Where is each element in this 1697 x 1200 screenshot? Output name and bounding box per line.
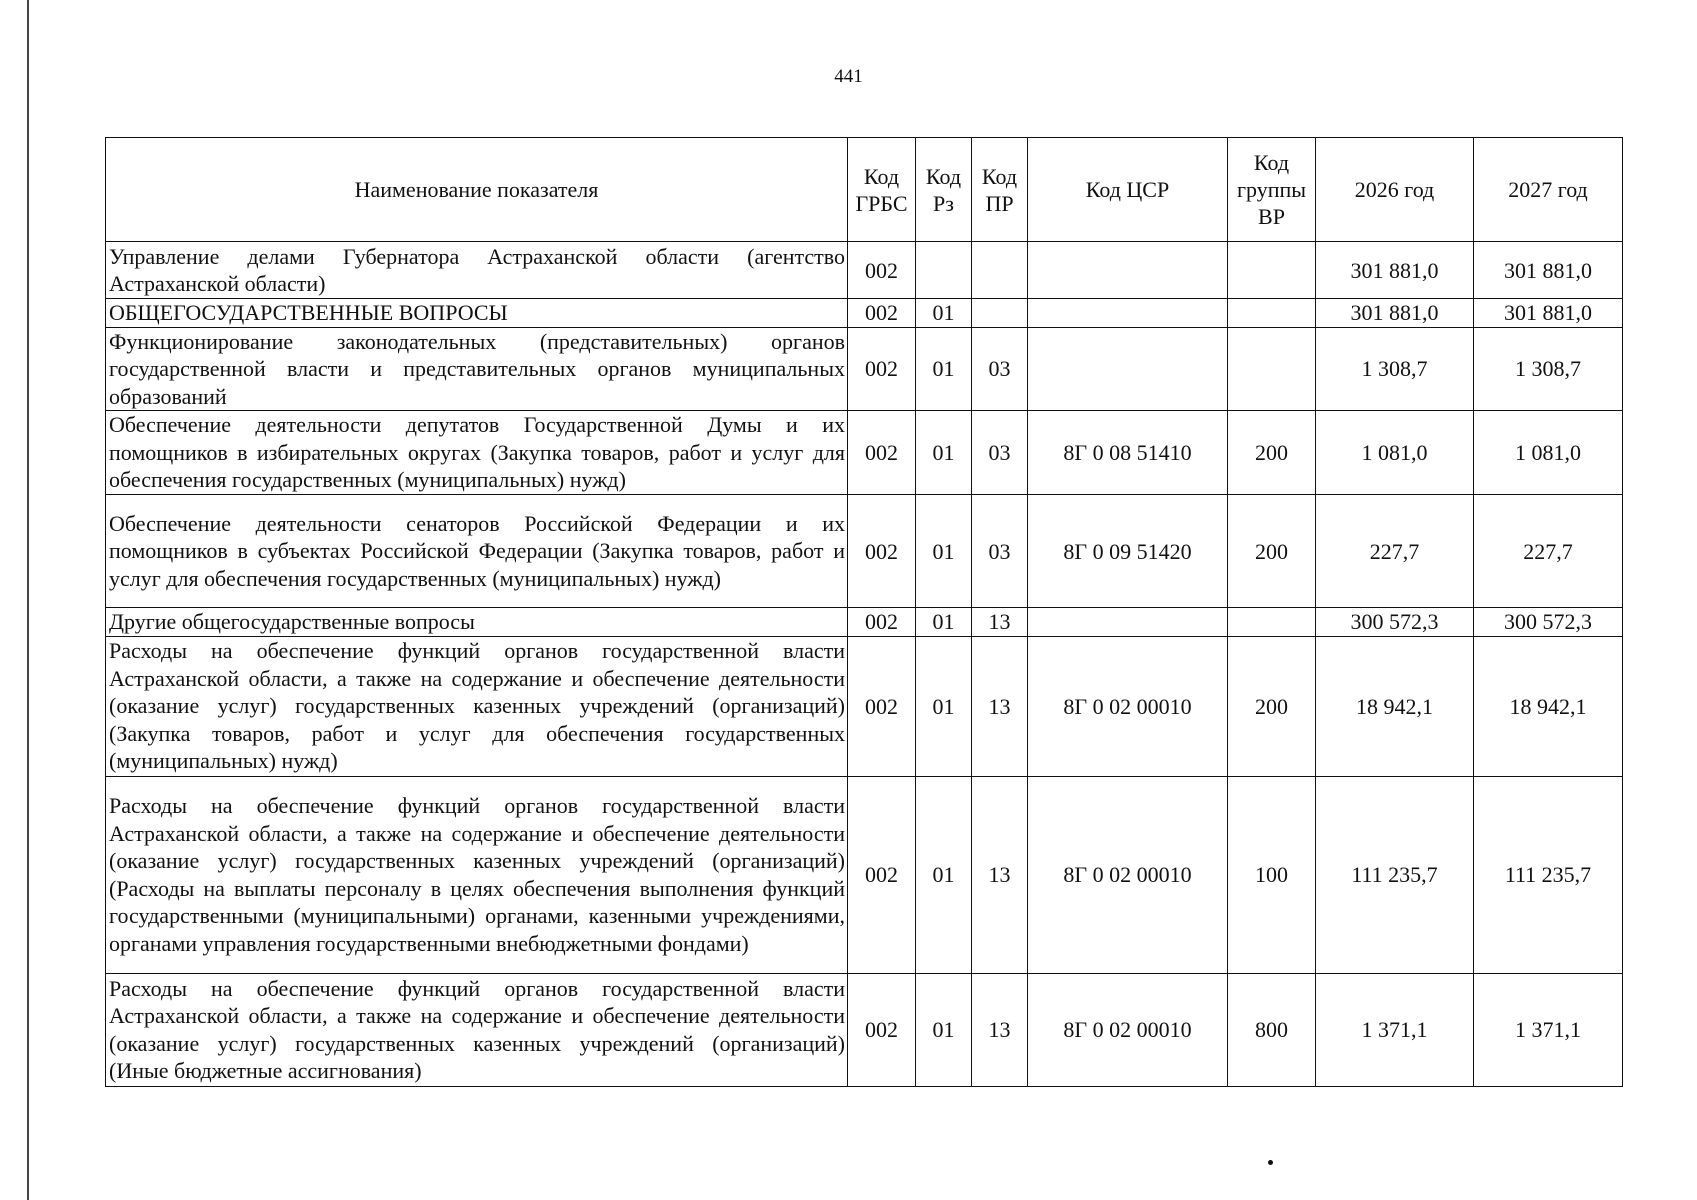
row-rz [916, 242, 972, 299]
row-name: Обеспечение деятельности сенаторов Российской Федерации и их помощников в субъектах Российской Федерации (Закупка товаров, работ и услуг для обеспечения государственных (муниципальных) нужд) [106, 495, 848, 608]
row-pr [972, 299, 1028, 328]
row-pr: 03 [972, 327, 1028, 411]
row-vr [1228, 299, 1316, 328]
row-name: Функционирование законодательных (представительных) органов государственной власти и представительных органов муниципальных образований [106, 327, 848, 411]
row-2027: 18 942,1 [1474, 636, 1623, 776]
row-pr: 13 [972, 973, 1028, 1086]
table-row [106, 776, 1623, 973]
row-name: Другие общегосударственные вопросы [106, 608, 848, 637]
row-vr: 200 [1228, 636, 1316, 776]
row-name: ОБЩЕГОСУДАРСТВЕННЫЕ ВОПРОСЫ [106, 299, 848, 328]
row-grbs: 002 [848, 973, 916, 1086]
row-name: Расходы на обеспечение функций органов государственной власти Астраханской области, а также на содержание и обеспечение деятельности (оказание услуг) государственных казенных учреждений (организаций) (Закупка товаров, работ и услуг для обеспечения государственных (муниципальных) нужд) [106, 636, 848, 776]
row-csr: 8Г 0 08 51410 [1028, 411, 1228, 495]
row-rz: 01 [916, 411, 972, 495]
table-row [106, 495, 1623, 608]
row-name: Расходы на обеспечение функций органов государственной власти Астраханской области, а также на содержание и обеспечение деятельности (оказание услуг) государственных казенных учреждений (организаций) (Расходы на выплаты персоналу в целях обеспечения выполнения функций государственными (муниципальными) органами, казенными учреждениями, органами управления государственными внебюджетными фондами) [106, 776, 848, 973]
table-row [106, 327, 1623, 411]
header-csr: Код ЦСР [1028, 138, 1228, 242]
row-vr: 200 [1228, 411, 1316, 495]
row-csr: 8Г 0 09 51420 [1028, 495, 1228, 608]
row-grbs: 002 [848, 495, 916, 608]
row-vr [1228, 608, 1316, 637]
row-2026: 111 235,7 [1316, 776, 1474, 973]
row-grbs: 002 [848, 299, 916, 328]
row-rz: 01 [916, 327, 972, 411]
header-2026: 2026 год [1316, 138, 1474, 242]
row-csr: 8Г 0 02 00010 [1028, 776, 1228, 973]
row-name: Управление делами Губернатора Астраханской области (агентство Астраханской области) [106, 242, 848, 299]
row-2027: 301 881,0 [1474, 299, 1623, 328]
row-grbs: 002 [848, 608, 916, 637]
row-2027: 300 572,3 [1474, 608, 1623, 637]
row-grbs: 002 [848, 327, 916, 411]
table-row [106, 608, 1623, 637]
row-grbs: 002 [848, 242, 916, 299]
row-name: Расходы на обеспечение функций органов государственной власти Астраханской области, а также на содержание и обеспечение деятельности (оказание услуг) государственных казенных учреждений (организаций) (Иные бюджетные ассигнования) [106, 973, 848, 1086]
row-2026: 1 081,0 [1316, 411, 1474, 495]
row-2026: 1 371,1 [1316, 973, 1474, 1086]
table-row [106, 636, 1623, 776]
row-2026: 18 942,1 [1316, 636, 1474, 776]
table-row [106, 973, 1623, 1086]
row-vr: 200 [1228, 495, 1316, 608]
header-2027: 2027 год [1474, 138, 1623, 242]
row-2027: 227,7 [1474, 495, 1623, 608]
row-2027: 301 881,0 [1474, 242, 1623, 299]
row-csr [1028, 608, 1228, 637]
row-rz: 01 [916, 495, 972, 608]
row-pr [972, 242, 1028, 299]
row-2026: 227,7 [1316, 495, 1474, 608]
budget-table [105, 137, 1623, 1087]
left-margin-line [27, 0, 29, 1200]
row-2027: 1 371,1 [1474, 973, 1623, 1086]
row-vr: 100 [1228, 776, 1316, 973]
header-row [106, 138, 1623, 242]
row-2026: 1 308,7 [1316, 327, 1474, 411]
row-vr [1228, 242, 1316, 299]
row-csr [1028, 242, 1228, 299]
table-row [106, 411, 1623, 495]
row-rz: 01 [916, 776, 972, 973]
row-grbs: 002 [848, 636, 916, 776]
row-pr: 13 [972, 608, 1028, 637]
header-rz: Код Рз [916, 138, 972, 242]
row-csr: 8Г 0 02 00010 [1028, 973, 1228, 1086]
row-grbs: 002 [848, 776, 916, 973]
row-rz: 01 [916, 973, 972, 1086]
row-pr: 13 [972, 636, 1028, 776]
row-pr: 03 [972, 495, 1028, 608]
row-2027: 1 308,7 [1474, 327, 1623, 411]
row-csr: 8Г 0 02 00010 [1028, 636, 1228, 776]
row-pr: 13 [972, 776, 1028, 973]
row-rz: 01 [916, 636, 972, 776]
row-2026: 301 881,0 [1316, 299, 1474, 328]
row-2026: 300 572,3 [1316, 608, 1474, 637]
row-2027: 1 081,0 [1474, 411, 1623, 495]
row-pr: 03 [972, 411, 1028, 495]
row-csr [1028, 299, 1228, 328]
row-vr [1228, 327, 1316, 411]
header-vr: Код группы ВР [1228, 138, 1316, 242]
row-vr: 800 [1228, 973, 1316, 1086]
row-2026: 301 881,0 [1316, 242, 1474, 299]
row-grbs: 002 [848, 411, 916, 495]
page-number: 441 [834, 66, 863, 87]
stray-dot-mark [1268, 1160, 1273, 1165]
row-rz: 01 [916, 299, 972, 328]
table-row [106, 242, 1623, 299]
table-row [106, 299, 1623, 328]
row-2027: 111 235,7 [1474, 776, 1623, 973]
header-grbs: Код ГРБС [848, 138, 916, 242]
row-rz: 01 [916, 608, 972, 637]
header-pr: Код ПР [972, 138, 1028, 242]
row-name: Обеспечение деятельности депутатов Государственной Думы и их помощников в избирательных округах (Закупка товаров, работ и услуг для обеспечения государственных (муниципальных) нужд) [106, 411, 848, 495]
row-csr [1028, 327, 1228, 411]
header-name: Наименование показателя [106, 138, 848, 242]
